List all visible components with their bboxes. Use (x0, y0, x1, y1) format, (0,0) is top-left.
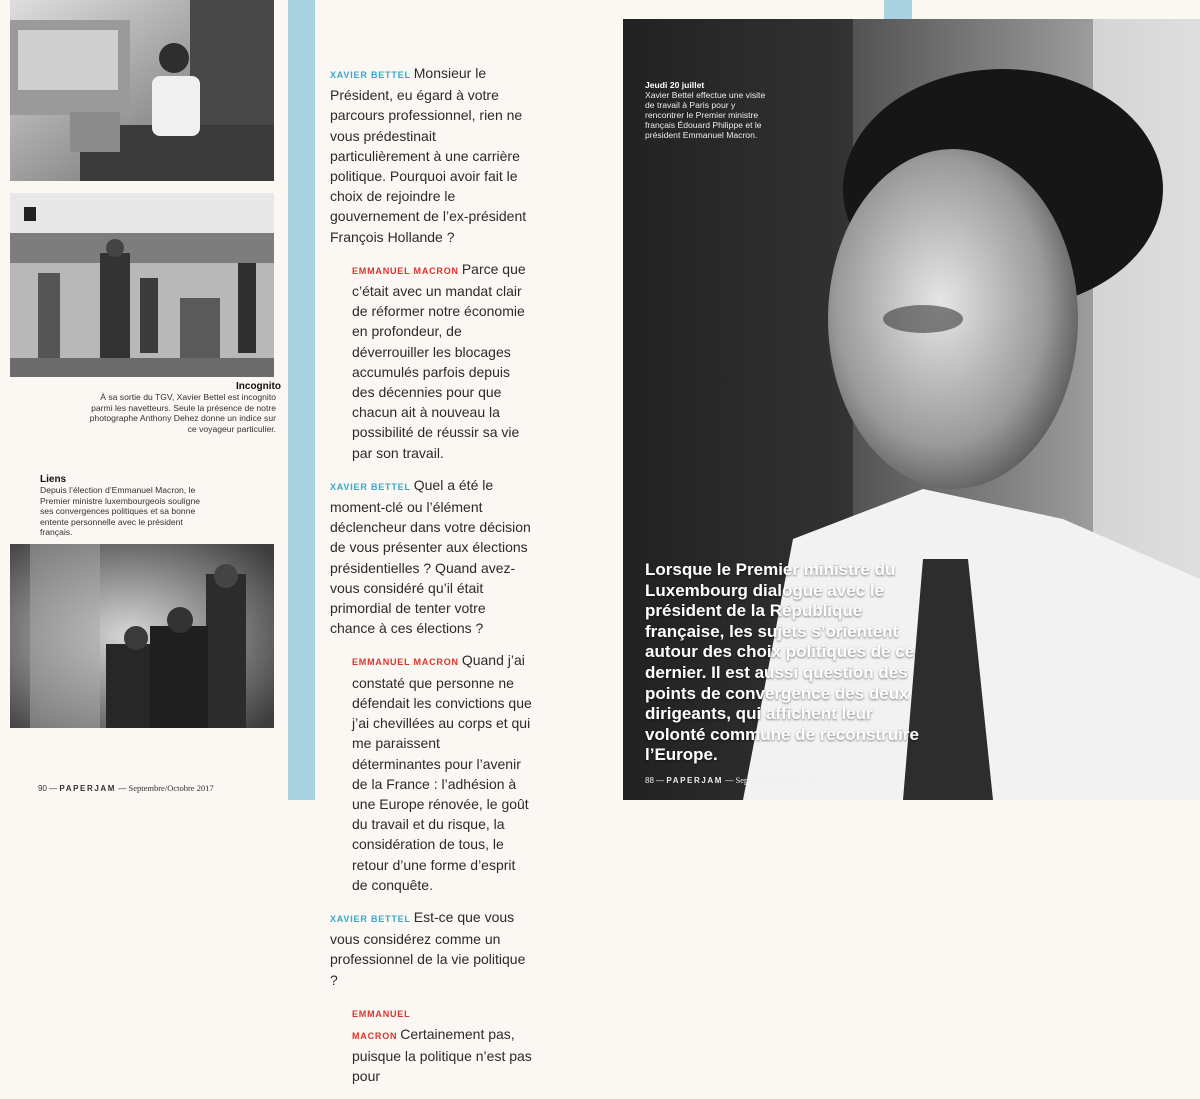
caption-liens-text: Depuis l’élection d’Emmanuel Macron, le Premier ministre luxembourgeois souligne ses convergences politiques et sa bonne entente personnelle avec le président français. (40, 485, 201, 537)
folio-right-brand: PAPERJAM (666, 776, 724, 785)
speaker-label: XAVIER BETTEL (330, 481, 411, 492)
question-2 (330, 475, 532, 639)
question-3 (330, 907, 532, 990)
portrait-caption-text: Xavier Bettel effectue une visite de travail à Paris pour y rencontrer le Premier ministre français Édouard Philippe et le président Emmanuel Macron. (645, 90, 766, 140)
embrace-photo (10, 544, 274, 728)
portrait-caption (645, 80, 769, 140)
station-platform-photo (10, 193, 274, 377)
speaker-label: EMMANUEL MACRON (352, 265, 459, 276)
train-interior-photo (10, 0, 274, 181)
caption-liens-title: Liens (40, 474, 67, 485)
interview-column (330, 63, 532, 1099)
answer-text: Certainement pas, puisque la politique n’est pas pour (352, 1025, 532, 1085)
question-text: Quel a été le moment-clé ou l’élément déclencheur dans votre décision de vous présenter aux élections présidentielles ? Quand avez-vous considéré qu’il était primordial de tenter votre chance à ces élections ? (330, 476, 531, 637)
answer-1 (330, 259, 532, 463)
caption-incognito-text: À sa sortie du TGV, Xavier Bettel est incognito parmi les navetteurs. Seule la présence de notre photographe Anthony Dehez donne un indice sur ce voyageur particulier. (89, 392, 276, 434)
speaker-label: EMMANUEL MACRON (352, 1008, 411, 1041)
folio-left-issue: Septembre/Octobre 2017 (128, 783, 214, 793)
speaker-label: EMMANUEL MACRON (352, 657, 459, 668)
accent-stripe-vertical (288, 0, 315, 800)
pullquote: Lorsque le Premier ministre du Luxembourg dialogue avec le président de la République française, les sujets s’orientent autour des choix politiques de ce dernier. Il est aussi question des points de convergence des deux dirigeants, qui affichent leur volonté commune de reconstruire l’Europe. (645, 560, 919, 765)
question-text: Monsieur le Président, eu égard à votre parcours professionnel, rien ne vous prédestinait particulièrement à une carrière politique. Pourquoi avoir fait le choix de rejoindre le gouvernement de l’ex-président François Hollande ? (330, 65, 527, 245)
page-gutter (607, 0, 623, 800)
answer-2 (330, 650, 532, 894)
folio-left-brand: PAPERJAM (59, 784, 117, 793)
question-text: Est-ce que vous vous considérez comme un professionnel de la vie politique ? (330, 908, 526, 988)
speaker-label: XAVIER BETTEL (330, 913, 411, 924)
folio-left-page: 90 (38, 784, 47, 793)
folio-right-page: 88 (645, 776, 654, 785)
answer-3 (330, 1002, 532, 1087)
answer-text: Quand j’ai constaté que personne ne défendait les convictions que j’ai chevillées au corps et qui me paraissent déterminantes pour l’avenir de la France : l’adhésion à une Europe rénovée, le goût du travail et du risque, la considération de tous, le retour d’une forme d’esprit de conquête. (352, 652, 532, 893)
speaker-label: XAVIER BETTEL (330, 70, 411, 80)
question-1 (330, 63, 532, 247)
portrait-caption-title: Jeudi 20 juillet (645, 80, 705, 90)
answer-text: Parce que c’était avec un mandat clair de réformer notre économie en profondeur, de déverrouiller les blocages accumulés parfois depuis des décennies pour que chacun ait à nouveau la possibilité de réussir sa vie par son travail. (352, 260, 526, 461)
folio-right-issue: Septembre/Octobre 2017 (735, 775, 821, 785)
caption-incognito-title: Incognito (236, 381, 281, 392)
folio-right: 88 — PAPERJAM — Septembre/Octobre 2017 (645, 775, 821, 785)
accent-stripe-top (884, 0, 912, 19)
folio-left: 90 — PAPERJAM — Septembre/Octobre 2017 (38, 783, 214, 793)
